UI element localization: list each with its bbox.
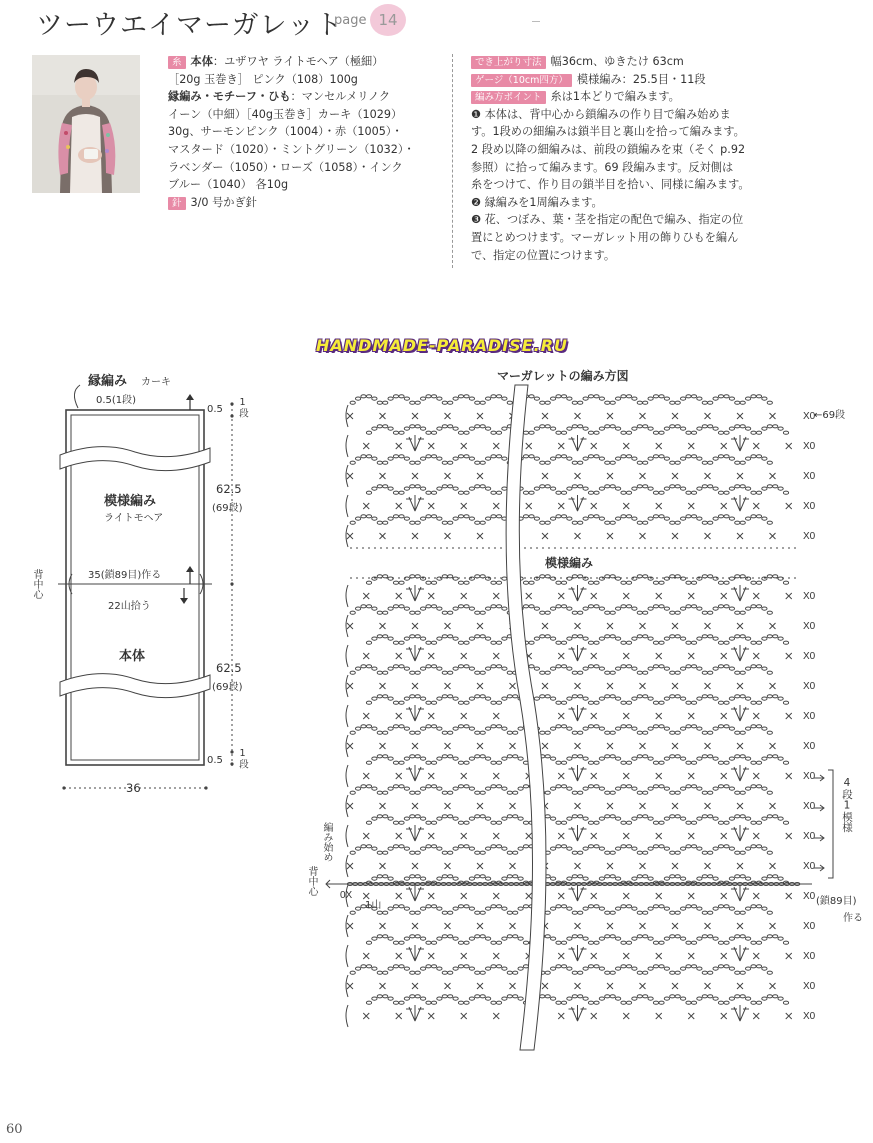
start-label: 編み始め: [321, 822, 332, 862]
pattern-label: 模様編み: [104, 494, 157, 509]
yarn-body-line2: ［20g 玉巻き］ ピンク（108）100g: [168, 72, 358, 86]
needle-text: 3/0 号かぎ針: [190, 195, 257, 209]
gauge-tag: ゲージ（10cm四方）: [471, 74, 572, 87]
svg-text:X0: X0: [803, 951, 816, 962]
size-text: 幅36cm、ゆきたけ 63cm: [550, 55, 684, 68]
step3-line1: ❸ 花、つぼみ、葉・茎を指定の配色で編み、指定の位: [471, 213, 744, 227]
page-number: 60: [6, 1122, 23, 1137]
chart-pattern-label: 模様編み: [545, 556, 594, 570]
upper-rows: (69段): [212, 503, 243, 514]
upper-length: 62.5: [216, 482, 242, 496]
needle-tag: 針: [168, 197, 186, 210]
step1-line4: 参照）に拾って編みます。69 段編みます。反対側は: [471, 160, 734, 174]
edge-top-dim: 0.5(1段): [96, 395, 137, 406]
svg-text:X0: X0: [803, 891, 816, 902]
repeat-label: 4段1模様: [841, 777, 853, 833]
step1-line2: す。1段めの細編みは鎖半目と裏山を拾って編みます。: [471, 125, 745, 139]
step1-line1: ❶ 本体は、背中心から鎖編みの作り目で編み始めま: [471, 107, 731, 121]
yarn-tag: 糸: [168, 56, 186, 69]
svg-text:X0: X0: [803, 501, 816, 512]
svg-text:X0: X0: [803, 921, 816, 932]
svg-text:X0: X0: [803, 981, 816, 992]
page-title: ツーウエイマーガレット: [36, 10, 344, 41]
svg-text:X0: X0: [803, 441, 816, 452]
svg-text:X0: X0: [803, 621, 816, 632]
step1-line5: 糸をつけて、作り目の鎖半目を拾い、同様に編みます。: [471, 178, 750, 192]
cast-on-label: 35(鎖89目)作る: [88, 570, 162, 581]
chart-center-back: 背中心: [306, 866, 317, 896]
body-label: 本体: [119, 649, 146, 664]
edging-text: ：マンセルメリノク: [290, 90, 391, 104]
svg-text:X0: X0: [803, 651, 816, 662]
step3-line2: 置にとめつけます。マーガレット用の飾りひもを編ん: [471, 230, 739, 244]
svg-text:X0: X0: [803, 771, 816, 782]
bottom-edge-rows: 1段: [237, 748, 248, 769]
lower-rows: (69段): [212, 682, 243, 693]
size-tag: でき上がり寸法: [471, 56, 546, 69]
page-number-badge: 14: [370, 4, 406, 36]
svg-text:0X: 0X: [340, 890, 353, 901]
chain-count-label: (鎖89目): [816, 896, 857, 907]
row-69-label: ←69段: [814, 410, 846, 421]
bottom-edge-dim: 0.5: [207, 755, 223, 766]
edging-line2: イーン（中細）［40g玉巻き］カーキ（1029）: [168, 107, 403, 121]
svg-text:X0: X0: [803, 801, 816, 812]
gauge-text: 模様編み：25.5目・11段: [576, 72, 706, 86]
svg-text:X0: X0: [803, 861, 816, 872]
point-tag: 編み方ポイント: [471, 91, 546, 104]
make-label: 作る: [843, 913, 863, 924]
top-edge-rows: 1段: [237, 397, 248, 418]
edging-line6: ブルー（1040） 各10g: [168, 178, 289, 192]
step2-line: ❷ 縁編みを1周編みます。: [471, 195, 603, 209]
svg-text:X0: X0: [803, 741, 816, 752]
svg-text:X0: X0: [803, 681, 816, 692]
pick-up-label: 22山拾う: [108, 601, 151, 612]
edging-line3: 30g、サーモンピンク（1004）・赤（1005）・: [168, 125, 403, 139]
svg-text:X0: X0: [803, 471, 816, 482]
yarn-body-text: ：ユザワヤ ライトモヘア（極細）: [212, 55, 384, 68]
width-label: 36: [126, 781, 141, 795]
yarn-body-label: 本体: [190, 55, 213, 68]
edging-color: カーキ: [141, 377, 171, 388]
top-edge-dim: 0.5: [207, 404, 223, 415]
pattern-yarn: ライトモヘア: [104, 513, 164, 524]
svg-text:X0: X0: [803, 531, 816, 542]
center-back-label: 背中心: [31, 569, 42, 599]
chart-title: マーガレットの編み方図: [497, 369, 629, 383]
watermark-text: HANDMADE-PARADISE.RU: [316, 336, 569, 355]
edging-line4: マスタード（1020）・ミントグリーン（1032）・: [168, 142, 415, 156]
point-text: 糸は1本どりで編みます。: [550, 90, 680, 104]
edging-label: 縁編み: [88, 374, 128, 389]
edging-line5: ラベンダー（1050）・ローズ（1058）・インク: [168, 160, 403, 174]
svg-text:X0: X0: [803, 711, 816, 722]
lower-length: 62.5: [216, 661, 242, 675]
step1-line3: 2 段め以降の細編みは、前段の鎖編みを束（そく p.92: [471, 142, 746, 156]
page-label: page: [334, 13, 367, 28]
svg-text:X0: X0: [803, 831, 816, 842]
svg-text:X0: X0: [803, 1011, 816, 1022]
svg-text:X0: X0: [803, 411, 816, 422]
step3-line3: で、指定の位置につけます。: [471, 248, 616, 262]
edging-label: 縁編み・モチーフ・ひも: [168, 90, 291, 104]
one-loop-label: 1山: [365, 900, 382, 911]
svg-text:X0: X0: [803, 591, 816, 602]
